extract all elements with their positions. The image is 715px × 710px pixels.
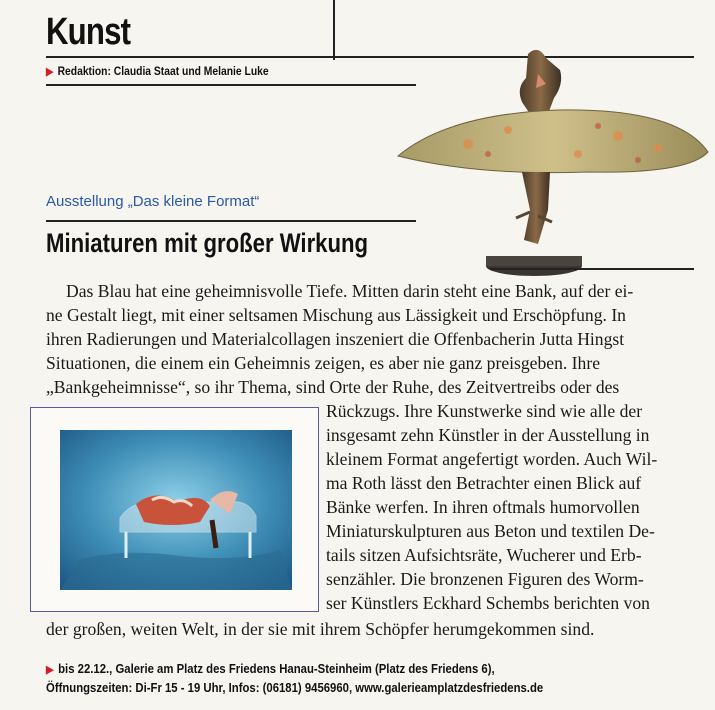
body-line: tails sitzen Aufsichtsräte, Wucherer und Erb- (326, 545, 642, 565)
body-line: ihren Radierungen und Materialcollagen inszeniert die Offenbacherin Jutta Hingst (46, 329, 625, 349)
info-dates-text: bis 22.12., Galerie am Platz des Friedens Hanau-Steinheim (Platz des Friedens 6), (58, 662, 495, 676)
body-line: „Bankgeheimnisse“, so ihr Thema, sind Orte der Ruhe, des Zeitvertreibs oder des (46, 377, 620, 397)
editorial-credit (46, 64, 269, 78)
body-line: Das Blau hat eine geheimnisvolle Tiefe. Mitten darin steht eine Bank, auf der ei- (66, 281, 634, 301)
kicker-rule (46, 220, 416, 222)
body-line: Situationen, die einem ein Geheimnis zeigen, es aber nie ganz preisgeben. Ihre (46, 353, 600, 373)
body-line: ne Gestalt liegt, mit einer seltsamen Mischung aus Lässigkeit und Erschöpfung. In (46, 305, 626, 325)
body-line: ma Roth lässt den Betrachter einen Blick auf (326, 473, 642, 493)
body-line: Rückzugs. Ihre Kunstwerke sind wie alle der (326, 401, 643, 421)
header-divider (333, 0, 335, 60)
body-line: senzähler. Die bronzenen Figuren des Worm- (326, 569, 644, 589)
body-line: der großen, weiten Welt, in der sie mit ihrem Schöpfer herumgekommen sind. (46, 619, 595, 639)
body-line: ser Künstlers Eckhard Schembs berichten von (326, 593, 650, 613)
artwork-image (60, 430, 292, 590)
triangle-right-icon: ▶ (46, 66, 54, 78)
body-line: insgesamt zehn Künstler in der Ausstellung in (326, 425, 650, 445)
body-line: Miniaturskulpturen aus Beton und textilen De- (326, 521, 655, 541)
body-line: Bänke werfen. In ihren oftmals humorvollen (326, 497, 640, 517)
photo-rule (490, 268, 694, 270)
info-line-dates (46, 662, 495, 676)
info-line-hours: Öffnungszeiten: Di-Fr 15 - 19 Uhr, Infos: (06181) 9456960, www.galerieamplatzdesfriedens.de (46, 681, 544, 695)
section-title: Kunst (46, 11, 131, 53)
article-kicker: Ausstellung „Das kleine Format“ (46, 193, 260, 210)
credit-text: Redaktion: Claudia Staat und Melanie Luke (57, 64, 269, 78)
credit-rule (46, 84, 416, 86)
sculpture-photo (388, 44, 712, 284)
triangle-right-icon: ▶ (46, 664, 54, 676)
body-line: kleinem Format angefertigt worden. Auch Wil- (326, 449, 658, 469)
article-headline: Miniaturen mit großer Wirkung (46, 228, 369, 258)
